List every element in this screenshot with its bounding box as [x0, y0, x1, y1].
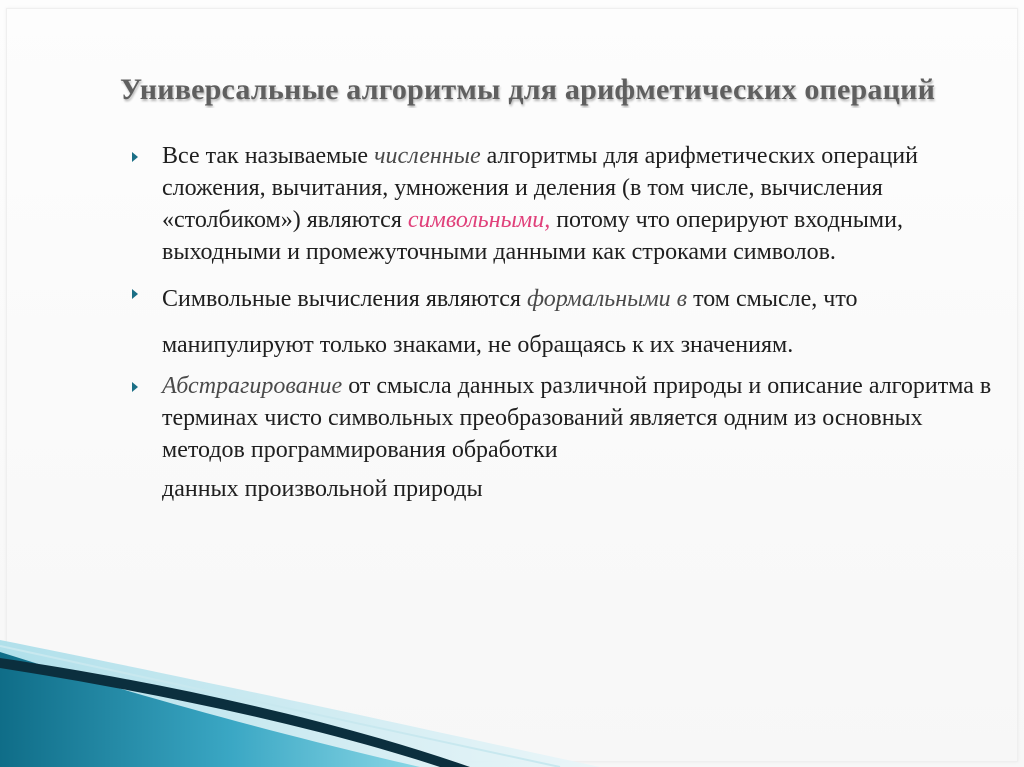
bullet-text: том смысле, что манипулируют только знаками, не обращаясь к их значениям. [162, 286, 858, 358]
bullet-text: от смысла данных различной природы и описание алгоритма в терминах чисто символьных преобразований является одним из основных методов программирования обработки [162, 373, 992, 463]
bullet-text: алгоритмы для арифметических операций сложения, вычитания, умножения и деления (в том числе, вычисления «столбиком») являются [162, 143, 918, 233]
wave-light-band [0, 640, 600, 767]
triangle-right-icon [132, 152, 138, 162]
slide-title: Универсальные алгоритмы для арифметических операций [120, 73, 936, 106]
bullet-text: Все так называемые [162, 143, 375, 169]
triangle-right-icon [132, 289, 138, 299]
wave-dark-stripe [0, 658, 470, 767]
highlight-text: символьными, [407, 207, 551, 233]
bullet-item-abstraction [128, 370, 1008, 508]
bullet-item-symbolic-computations [128, 276, 1008, 368]
bullet-text: потому что оперируют входными, выходными и промежуточными данными как строками символов. [162, 207, 903, 265]
emphasis-text: Абстрагирование [162, 373, 343, 399]
bullet-text: Символьные вычисления являются [162, 286, 527, 312]
emphasis-text: численные [374, 143, 481, 169]
bullet-item-numeric-algorithms [128, 140, 1008, 268]
wave-teal-band [0, 652, 420, 767]
wave-thin-line [0, 646, 560, 767]
emphasis-text: формальными в [526, 286, 688, 312]
triangle-right-icon [132, 382, 138, 392]
bullet-list [128, 140, 1008, 508]
bullet-text: данных произвольной природы [162, 476, 483, 502]
